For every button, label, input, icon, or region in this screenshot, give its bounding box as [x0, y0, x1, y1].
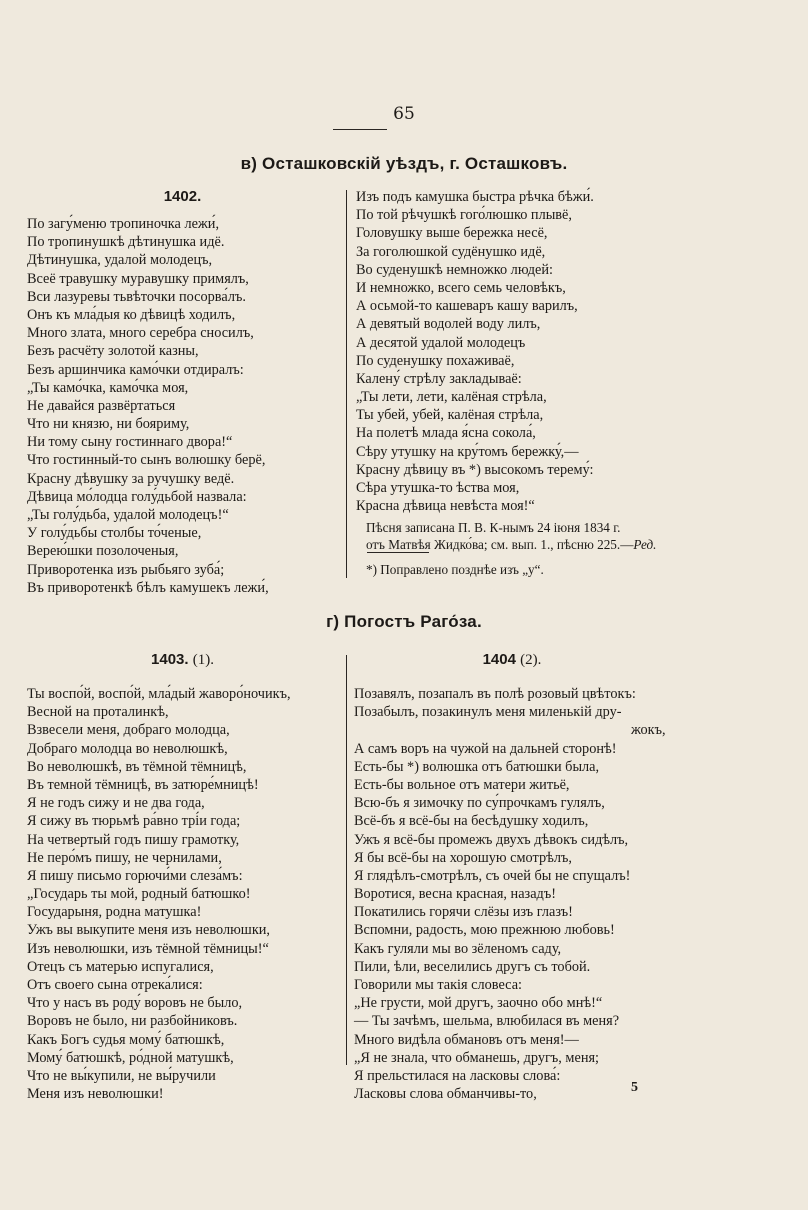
song-1402-left-line: Красну дѣвушку за ручушку ведё.: [27, 470, 235, 487]
song-1404-line: Позавялъ, позапалъ въ полѣ розовый цвѣтокъ:: [354, 686, 636, 702]
song-1404-line: Вспомни, радость, мою прежнюю любовь!: [354, 922, 615, 939]
section-heading-ragoza: г) Погостъ Раго́за.: [326, 612, 482, 631]
song-1404-text: [354, 685, 666, 1103]
song-1404-line: „Я не знала, что обманешь, другъ, меня;: [354, 1049, 600, 1066]
song-1403-line: Весной на проталинкѣ,: [27, 704, 169, 721]
song-1404-line: Я глядѣлъ-смотрѣлъ, съ очей бы не спущалъ!: [354, 867, 631, 884]
footnote-rule: [367, 552, 429, 553]
song-1402-left-line: Не давайся развёртаться: [27, 397, 176, 414]
song-1404-line: Ласковы слова обманчивы-то,: [354, 1086, 537, 1103]
song-1402-right-line: Головушку выше бережка несё,: [356, 225, 548, 242]
signature-mark: 5: [631, 1080, 638, 1095]
song-1402-right-line: „Ты лети, лети, калёная стрѣла,: [356, 389, 547, 406]
song-1404-line: Я бы всё-бы на хорошую смотрѣлъ,: [354, 849, 572, 866]
song-1402-right-line: Красна дѣвица невѣста моя!“: [356, 498, 535, 515]
footnote: *) Поправлено позднѣе изъ „у“.: [366, 562, 544, 577]
song-1403-line: Изъ неволюшки, изъ тёмной тёмницы!“: [27, 940, 269, 957]
song-1403-line: Государыня, родна матушка!: [27, 904, 202, 921]
song-1402-left-line: Вси лазуревы тьвѣточки посорва́лъ.: [27, 288, 246, 305]
song-1404-line: Всё-бъ я всё-бы на бесѣдушку ходилъ,: [354, 813, 589, 830]
song-number-1403: 1403. (1).: [151, 651, 214, 668]
song-1404-line: Покатились горячи слёзы изъ глазъ!: [354, 904, 573, 921]
song-1403-line: Въ темной тёмницѣ, въ затюре́мницѣ!: [27, 776, 259, 793]
song-1402-left-line: Ни тому сыну гостиннаго двора!“: [27, 434, 233, 451]
song-1403-line: Отецъ съ матерью испугалися,: [27, 958, 214, 975]
song-1404-line: Какъ гуляли мы во зёленомъ саду,: [354, 940, 562, 957]
record-note-line1: Пѣсня записана П. В. К-нымъ 24 іюня 1834 г.: [366, 520, 621, 535]
record-note-line2-wrap: [366, 536, 656, 553]
song-1402-left-line: „Ты голу́дьба, удалой молодецъ!“: [27, 507, 229, 523]
section-heading-ostashkov: в) Осташковскій уѣздъ, г. Осташковъ.: [240, 154, 568, 173]
song-1402-left-line: У голу́дьбы столбы то́ченые,: [27, 525, 202, 542]
song-1403-line: Ужъ вы выкупите меня изъ неволюшки,: [27, 922, 270, 939]
song-1402-right-line: А десятой удалой молодецъ: [356, 334, 526, 351]
song-1404-line: Позабылъ, позакинулъ меня миленькій дру-: [354, 704, 622, 721]
song-1404-lines-a: [354, 685, 666, 721]
song-1402-left-column: [27, 215, 269, 597]
song-1402-right-line: Изъ подъ камушка быстра рѣчка бѣжи́.: [356, 189, 594, 205]
record-note-editor: Ред.: [633, 537, 657, 552]
song-1402-right-line: За гоголюшкой судёнушко идё,: [356, 243, 546, 260]
song-1402-left-line: Онъ къ мла́дыя ко дѣвицѣ ходилъ,: [27, 306, 236, 323]
song-1402-left-line: Что ни князю, ни бояриму,: [27, 416, 190, 433]
song-1404-line: Всю-бъ я зимочку по су́прочкамъ гулялъ,: [354, 795, 605, 812]
song-1402-left-line: Дѣтинушка, удалой молодецъ,: [27, 252, 213, 269]
song-1402-right-line: На полетѣ млада я́сна сокола́,: [356, 425, 536, 442]
song-1403-line: Взвесели меня, добраго молодца,: [27, 722, 230, 739]
song-1404-lines-b: [354, 740, 666, 1104]
record-note: [366, 519, 656, 553]
song-1402-right-line: Красну дѣвицу въ *) высокомъ терему́:: [356, 461, 594, 478]
song-1403-line: Мому́ батюшкѣ, ро́дной матушкѣ,: [27, 1049, 234, 1066]
song-1402-left-line: „Ты камо́чка, камо́чка моя,: [27, 379, 189, 396]
song-1404-line: Говорили мы такія словеса:: [354, 977, 523, 993]
song-1402-right-line: Ты убей, убей, калёная стрѣла,: [356, 407, 544, 424]
song-1403-line: Что не вы́купили, не вы́ручили: [27, 1067, 216, 1084]
song-1404-line: „Не грусти, мой другъ, заочно обо мнѣ!“: [354, 995, 603, 1012]
page-number-rule: [333, 129, 387, 130]
song-1403-line: Меня изъ неволюшки!: [27, 1086, 164, 1103]
song-1402-left-line: Въ приворотенкѣ бѣлъ камушекъ лежи́,: [27, 579, 269, 596]
song-1403-line: Ты воспо́й, воспо́й, мла́дый жаворо́ночикъ,: [27, 686, 291, 702]
page-number: 65: [393, 104, 415, 124]
song-1404-line: Я прельстилася на ласковы слова́:: [354, 1067, 561, 1084]
song-1402-right-line: А девятый водолей воду лилъ,: [356, 316, 541, 333]
song-1403-line: На четвертый годъ пишу грамотку,: [27, 831, 240, 848]
song-1403-line: Какъ Богъ судья мому́ батюшкѣ,: [27, 1031, 225, 1048]
song-1402-left-line: Безъ аршинчика камо́чки отдиралъ:: [27, 361, 244, 378]
song-1402-left-line: Что гостинный-то сынъ волюшку берё,: [27, 452, 266, 469]
song-1402-right-line: Сѣра утушка-то ѣства моя,: [356, 480, 520, 496]
song-1402-right-line: По той рѣчушкѣ гого́люшко плывё,: [356, 207, 572, 224]
song-1404-line: Пили, ѣли, веселились другъ съ тобой.: [354, 958, 591, 975]
song-1404-line: А самъ воръ на чужой на дальней сторонѣ!: [354, 740, 617, 757]
song-1403-line: Не перо́мъ пишу, не чернилами,: [27, 849, 222, 866]
song-1403-line: Что у насъ въ роду́ воровъ не было,: [27, 995, 243, 1012]
song-1402-left-line: По загу́меню тропиночка лежи́,: [27, 216, 220, 232]
song-1404-line: — Ты зачѣмъ, шельма, влюбилася въ меня?: [354, 1013, 620, 1030]
song-1403-line: Отъ своего сына отрека́лися:: [27, 977, 203, 993]
song-1402-left-line: По тропинушкѣ дѣтинушка идё.: [27, 234, 225, 251]
song-number-1402: 1402.: [163, 188, 202, 205]
song-1402-left-line: Дѣвица мо́лодца голу́дьбой назвала:: [27, 488, 247, 505]
song-1403-line: Я пишу письмо горючи́ми слеза́мъ:: [27, 867, 243, 884]
song-1402-right-line: Сѣру утушку на кру́томъ бережку́,—: [356, 443, 579, 460]
record-note-line2: отъ Матвѣя Жидко́ва; см. вып. 1., пѣсню 225.—: [366, 537, 634, 552]
song-1403-line: Во неволюшкѣ, въ тёмной тёмницѣ,: [27, 758, 247, 775]
song-1404-line: Воротися, весна красная, назадъ!: [354, 886, 556, 903]
song-1402-right-line: По суденушку похаживаё,: [356, 352, 515, 369]
song-1404-line: Ужъ я всё-бы промежъ двухъ дѣвокъ сидѣлъ,: [354, 831, 629, 848]
song-1402-right-column: [356, 188, 594, 515]
song-number-1404: 1404 (2).: [482, 651, 542, 668]
song-1404-line: Есть-бы *) волюшка отъ батюшки была,: [354, 758, 600, 775]
song-1404-wrap-line: жокъ,: [631, 722, 666, 739]
song-1402-right-line: Во суденушкѣ немножко людей:: [356, 261, 554, 278]
song-1404-line: Много видѣла обмановъ отъ меня!—: [354, 1031, 579, 1048]
song-1402-right-line: Калену́ стрѣлу закладываё:: [356, 370, 522, 387]
song-1402-left-line: Много злата, много серебра сносилъ,: [27, 325, 254, 342]
song-1402-left-line: Приворотенка изъ рыбьяго зуба́;: [27, 561, 225, 578]
song-1402-right-line: И немножко, всего семь человѣкъ,: [356, 279, 566, 296]
song-1402-right-line: А осьмой-то кашеваръ кашу варилъ,: [356, 298, 578, 315]
column-divider-top: [346, 190, 347, 578]
column-divider-bottom: [346, 655, 347, 1065]
song-1403-line: Я не годъ сижу и не два года,: [27, 795, 205, 812]
song-1403-line: Воровъ не было, ни разбойниковъ.: [27, 1013, 238, 1030]
song-1403-line: Добраго молодца во неволюшкѣ,: [27, 740, 228, 757]
song-1403-text: [27, 685, 291, 1103]
song-1402-left-line: Верею́шки позолоченыя,: [27, 543, 179, 560]
song-1403-line: Я сижу въ тюрьмѣ ра́вно трі́и года;: [27, 813, 241, 830]
song-1402-left-line: Всеё травушку муравушку примялъ,: [27, 270, 249, 287]
song-1402-left-line: Безъ расчёту золотой казны,: [27, 343, 199, 360]
song-1403-line: „Государь ты мой, родный батюшко!: [27, 886, 251, 903]
song-1404-line: Есть-бы вольное отъ матери житьё,: [354, 776, 570, 793]
